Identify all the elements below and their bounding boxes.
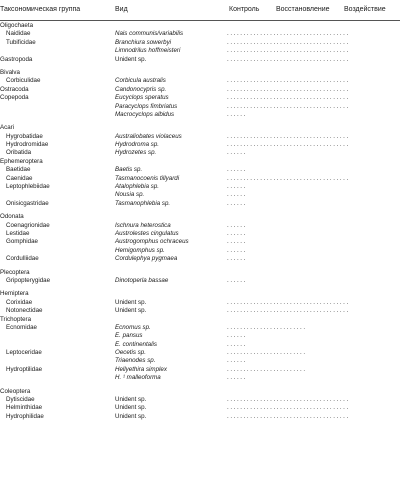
- taxon-group: Corixidae: [6, 298, 33, 306]
- presence-dots: .....................................: [227, 174, 350, 182]
- species-name: Dinotoperla bassae: [115, 276, 169, 284]
- table-row: [0, 230, 400, 238]
- species-name: Atalophlebia sp.: [115, 183, 160, 191]
- table-row: [0, 141, 400, 149]
- header-recovery: Восстановление: [276, 6, 330, 13]
- presence-dots: ......: [227, 246, 247, 254]
- table-row: [0, 166, 400, 174]
- taxon-group: Tubificidae: [6, 38, 36, 46]
- presence-dots: ......: [227, 374, 247, 382]
- table-row: [0, 22, 400, 30]
- species-name: Paracyclops fimbriatus: [115, 102, 178, 110]
- taxon-group: Notonectidae: [6, 307, 43, 315]
- species-name: Baetis sp.: [115, 166, 143, 174]
- species-name: Cordulephya pygmaea: [115, 255, 178, 263]
- table-row: [0, 183, 400, 191]
- species-name: Unident sp.: [115, 396, 147, 404]
- table-row: [0, 200, 400, 208]
- taxon-group: Leptoceridae: [6, 349, 42, 357]
- table-row: [0, 158, 400, 166]
- table-row: [0, 103, 400, 111]
- species-name: Hydrozetes sp.: [115, 149, 157, 157]
- taxon-group: Plecoptera: [0, 268, 30, 276]
- taxon-group: Hydrophilidae: [6, 412, 44, 420]
- species-name: Unident sp.: [115, 307, 147, 315]
- header-species: Вид: [115, 6, 128, 13]
- table-row: [0, 69, 400, 77]
- presence-dots: ......: [227, 238, 247, 246]
- table-row: [0, 30, 400, 38]
- species-name: Hydrodroma sp.: [115, 141, 160, 149]
- taxon-group: Corbiculidae: [6, 77, 41, 85]
- presence-dots: ......: [227, 191, 247, 199]
- presence-dots: ......: [227, 199, 247, 207]
- table-header: [0, 0, 400, 21]
- species-name: Hellyethira simplex: [115, 365, 167, 373]
- table-row: [0, 149, 400, 157]
- taxon-group: Lestidae: [6, 229, 30, 237]
- table-row: [0, 307, 400, 315]
- species-name: Branchiura sowerbyi: [115, 38, 172, 46]
- presence-dots: ......: [227, 149, 247, 157]
- table-row: [0, 388, 400, 396]
- taxon-group: Cordulliidae: [6, 255, 39, 263]
- taxon-group: Hydroptilidae: [6, 365, 43, 373]
- table-row: [0, 404, 400, 412]
- taxon-group: Ostracoda: [0, 85, 29, 93]
- taxon-group: Baetidae: [6, 166, 31, 174]
- table-row: [0, 357, 400, 365]
- table-row: [0, 366, 400, 374]
- table-row: [0, 175, 400, 183]
- species-name: Candonocypris sp.: [115, 85, 167, 93]
- table-row: [0, 77, 400, 85]
- table-row: [0, 341, 400, 349]
- species-name: Ischnura heterostica: [115, 221, 171, 229]
- presence-dots: ........................: [227, 349, 307, 357]
- species-name: Eucyclops speratus: [115, 94, 169, 102]
- table-row: [0, 94, 400, 102]
- table-row: [0, 247, 400, 255]
- presence-dots: ......: [227, 276, 247, 284]
- species-name: Unident sp.: [115, 298, 147, 306]
- presence-dots: .....................................: [227, 298, 350, 306]
- species-name: E. pansus: [115, 332, 143, 340]
- presence-dots: .....................................: [227, 396, 350, 404]
- taxon-group: Odonata: [0, 213, 24, 221]
- presence-dots: .....................................: [227, 132, 350, 140]
- table-row: [0, 39, 400, 47]
- presence-dots: ......: [227, 221, 247, 229]
- presence-dots: .....................................: [227, 77, 350, 85]
- species-name: Limnodrilus hoffmeisteri: [115, 47, 181, 55]
- species-name: Nais communis/variabilis: [115, 30, 184, 38]
- species-name: Unident sp.: [115, 404, 147, 412]
- taxon-group: Trichoptera: [0, 315, 32, 323]
- table-row: [0, 191, 400, 199]
- table-row: [0, 324, 400, 332]
- table-row: [0, 277, 400, 285]
- presence-dots: .....................................: [227, 30, 350, 38]
- species-name: Tasmanophlebia sp.: [115, 199, 171, 207]
- species-name: Triaenodes sp.: [115, 357, 156, 365]
- table-row: [0, 374, 400, 382]
- species-name: Ecnomus sp.: [115, 323, 151, 331]
- presence-dots: ......: [227, 229, 247, 237]
- taxon-group: Ephemeroptera: [0, 157, 43, 165]
- species-name: Unident sp.: [115, 412, 147, 420]
- taxon-group: Coleoptera: [0, 387, 31, 395]
- presence-dots: ......: [227, 340, 247, 348]
- taxon-group: Gomphidae: [6, 238, 38, 246]
- taxon-group: Acari: [0, 124, 15, 132]
- species-name: Macrocyclops albidus: [115, 110, 175, 118]
- taxon-group: Caenidae: [6, 174, 33, 182]
- taxon-group: Naididae: [6, 30, 31, 38]
- table-row: [0, 238, 400, 246]
- table-row: [0, 316, 400, 324]
- taxon-group: Hydrodromidae: [6, 141, 49, 149]
- table-row: [0, 56, 400, 64]
- taxon-group: Helminthidae: [6, 404, 43, 412]
- table-body: [0, 22, 400, 421]
- presence-dots: ......: [227, 183, 247, 191]
- presence-dots: .....................................: [227, 141, 350, 149]
- taxon-group: Onisicgastridae: [6, 199, 49, 207]
- species-name: E. continentalis: [115, 340, 157, 348]
- presence-dots: .....................................: [227, 94, 350, 102]
- presence-dots: ........................: [227, 365, 307, 373]
- table-row: [0, 213, 400, 221]
- species-name: Corbicula australis: [115, 77, 166, 85]
- species-name: Tasmanocoenis tillyardi: [115, 174, 180, 182]
- species-name: Australiobates violaceus: [115, 132, 182, 140]
- presence-dots: ........................: [227, 323, 307, 331]
- species-name: Austrogomphus ochraceus: [115, 238, 189, 246]
- species-name: H. ¹ malleoforma: [115, 374, 161, 382]
- presence-dots: .....................................: [227, 307, 350, 315]
- table-row: [0, 290, 400, 298]
- presence-dots: ......: [227, 166, 247, 174]
- table-row: [0, 413, 400, 421]
- presence-dots: .....................................: [227, 102, 350, 110]
- presence-dots: ......: [227, 357, 247, 365]
- table-row: [0, 133, 400, 141]
- taxon-group: Oligochaeta: [0, 22, 34, 29]
- table-row: [0, 396, 400, 404]
- taxon-group: Bivalva: [0, 68, 20, 76]
- taxon-group: Dytiscidae: [6, 396, 35, 404]
- header-impact: Воздействие: [344, 6, 386, 13]
- taxon-group: Coenagrionidae: [6, 221, 50, 229]
- presence-dots: .....................................: [227, 404, 350, 412]
- header-control: Контроль: [229, 6, 260, 13]
- table-row: [0, 222, 400, 230]
- taxon-group: Gripopterygidae: [6, 276, 51, 284]
- taxon-group: Hemiptera: [0, 290, 29, 298]
- presence-dots: ......: [227, 332, 247, 340]
- table-row: [0, 299, 400, 307]
- presence-dots: .....................................: [227, 55, 350, 63]
- table-row: [0, 269, 400, 277]
- table-row: [0, 332, 400, 340]
- presence-dots: .....................................: [227, 412, 350, 420]
- taxon-group: Hygrobatidae: [6, 132, 43, 140]
- species-name: Unident sp.: [115, 55, 147, 63]
- header-group: Таксономическая группа: [0, 6, 81, 13]
- table-row: [0, 86, 400, 94]
- taxon-group: Ecnomidae: [6, 323, 37, 331]
- species-name: Nousia sp.: [115, 191, 145, 199]
- presence-dots: ......: [227, 110, 247, 118]
- table-row: [0, 255, 400, 263]
- taxon-group: Oribatida: [6, 149, 32, 157]
- taxon-group: Copepoda: [0, 94, 29, 102]
- table-row: [0, 124, 400, 132]
- table-row: [0, 47, 400, 55]
- taxon-group: Gastropoda: [0, 55, 33, 63]
- presence-dots: .....................................: [227, 85, 350, 93]
- presence-dots: ......: [227, 255, 247, 263]
- species-name: Austrolestes cingulatus: [115, 229, 179, 237]
- species-name: Oecetis sp.: [115, 349, 146, 357]
- presence-dots: .....................................: [227, 38, 350, 46]
- species-name: Hemigomphus sp.: [115, 246, 165, 254]
- table-row: [0, 111, 400, 119]
- table-row: [0, 349, 400, 357]
- taxon-group: Leptophlebiidae: [6, 183, 50, 191]
- presence-dots: .....................................: [227, 47, 350, 55]
